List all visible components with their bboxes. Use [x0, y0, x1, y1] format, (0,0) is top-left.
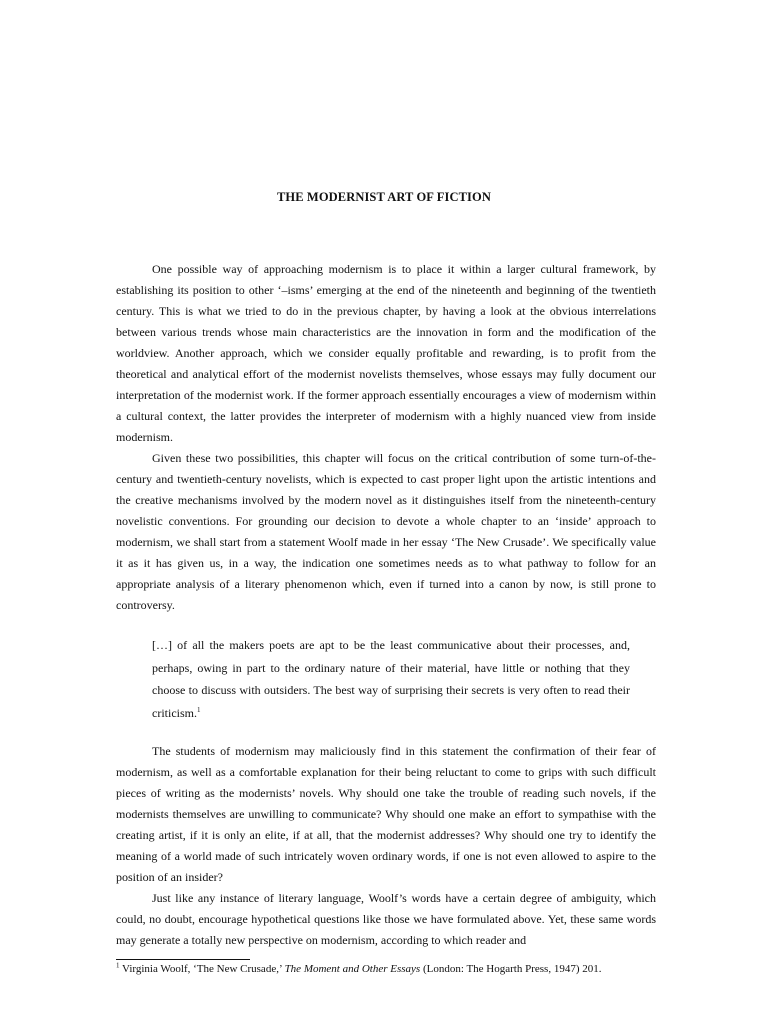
body-text-after-quote	[116, 741, 656, 951]
paragraph: One possible way of approaching modernism is to place it within a larger cultural framework, by establishing its position to other ‘–isms’ emerging at the end of the nineteenth and beginning of the twentieth century. This is what we tried to do in the previous chapter, by having a look at the obvious interrelations between various trends whose main characteristics are the innovation in form and the modification of the worldview. Another approach, which we consider equally profitable and rewarding, is to profit from the theoretical and analytical effort of the modernist novelists themselves, whose essays may fully document our interpretation of the modernist work. If the former approach essentially encourages a view of modernism within a cultural context, the latter provides the interpreter of modernism with a highly nuanced view from inside modernism.	[116, 262, 656, 444]
paragraph: Given these two possibilities, this chapter will focus on the critical contribution of some turn-of-the-century and twentieth-century novelists, which is expected to cast proper light upon the artistic intentions and the creative mechanisms involved by the modern novel as it distinguishes itself from the nineteenth-century novelistic conventions. For grounding our decision to devote a whole chapter to an ‘inside’ approach to modernism, we shall start from a statement Woolf made in her essay ‘The New Crusade’. We specifically value it as it has given us, in a way, the indication one sometimes needs as to what pathway to follow for an appropriate analysis of a literary phenomenon which, even if turned into a canon by now, is still prone to controversy.	[116, 451, 656, 612]
paragraph: Just like any instance of literary language, Woolf’s words have a certain degree of ambiguity, which could, no doubt, encourage hypothetical questions like those we have formulated above. Yet, these same words may generate a totally new perspective on modernism, according to which reader and	[116, 891, 656, 947]
footnote-text	[116, 962, 656, 977]
body-text-before-quote	[116, 259, 656, 616]
footnote-number: 1	[116, 961, 120, 970]
footnote-divider	[116, 959, 250, 960]
block-quote-body: […] of all the makers poets are apt to be the least communicative about their processes, and, perhaps, owing in part to the ordinary nature of their material, have little or nothing that they choose to discuss with outsiders. The best way of surprising their secrets is very often to read their criticism.	[152, 638, 630, 720]
footnote-book-title: The Moment and Other Essays	[284, 963, 421, 975]
block-quote	[152, 634, 630, 724]
block-quote-text	[152, 634, 630, 724]
footnote-reference[interactable]: 1	[197, 705, 201, 714]
footnote-text-start: Virginia Woolf, ‘The New Crusade,’	[119, 963, 285, 975]
page-title: THE MODERNIST ART OF FICTION	[277, 190, 491, 204]
paragraph: The students of modernism may maliciously find in this statement the confirmation of their fear of modernism, as well as a comfortable explanation for their being reluctant to come to grips with such difficult pieces of writing as the modernists’ novels. Why should one take the trouble of reading such novels, if the modernists themselves are unwilling to communicate? Why should one make an effort to sympathise with the creating artist, if it is only an elite, if at all, that the modernist addresses? Why should one try to identify the meaning of a world made of such intricately woven ordinary words, if one is not even allowed to aspire to the position of an insider?	[116, 744, 656, 884]
footnote-text-end: (London: The Hogarth Press, 1947) 201.	[420, 963, 602, 975]
footnote	[116, 962, 656, 977]
